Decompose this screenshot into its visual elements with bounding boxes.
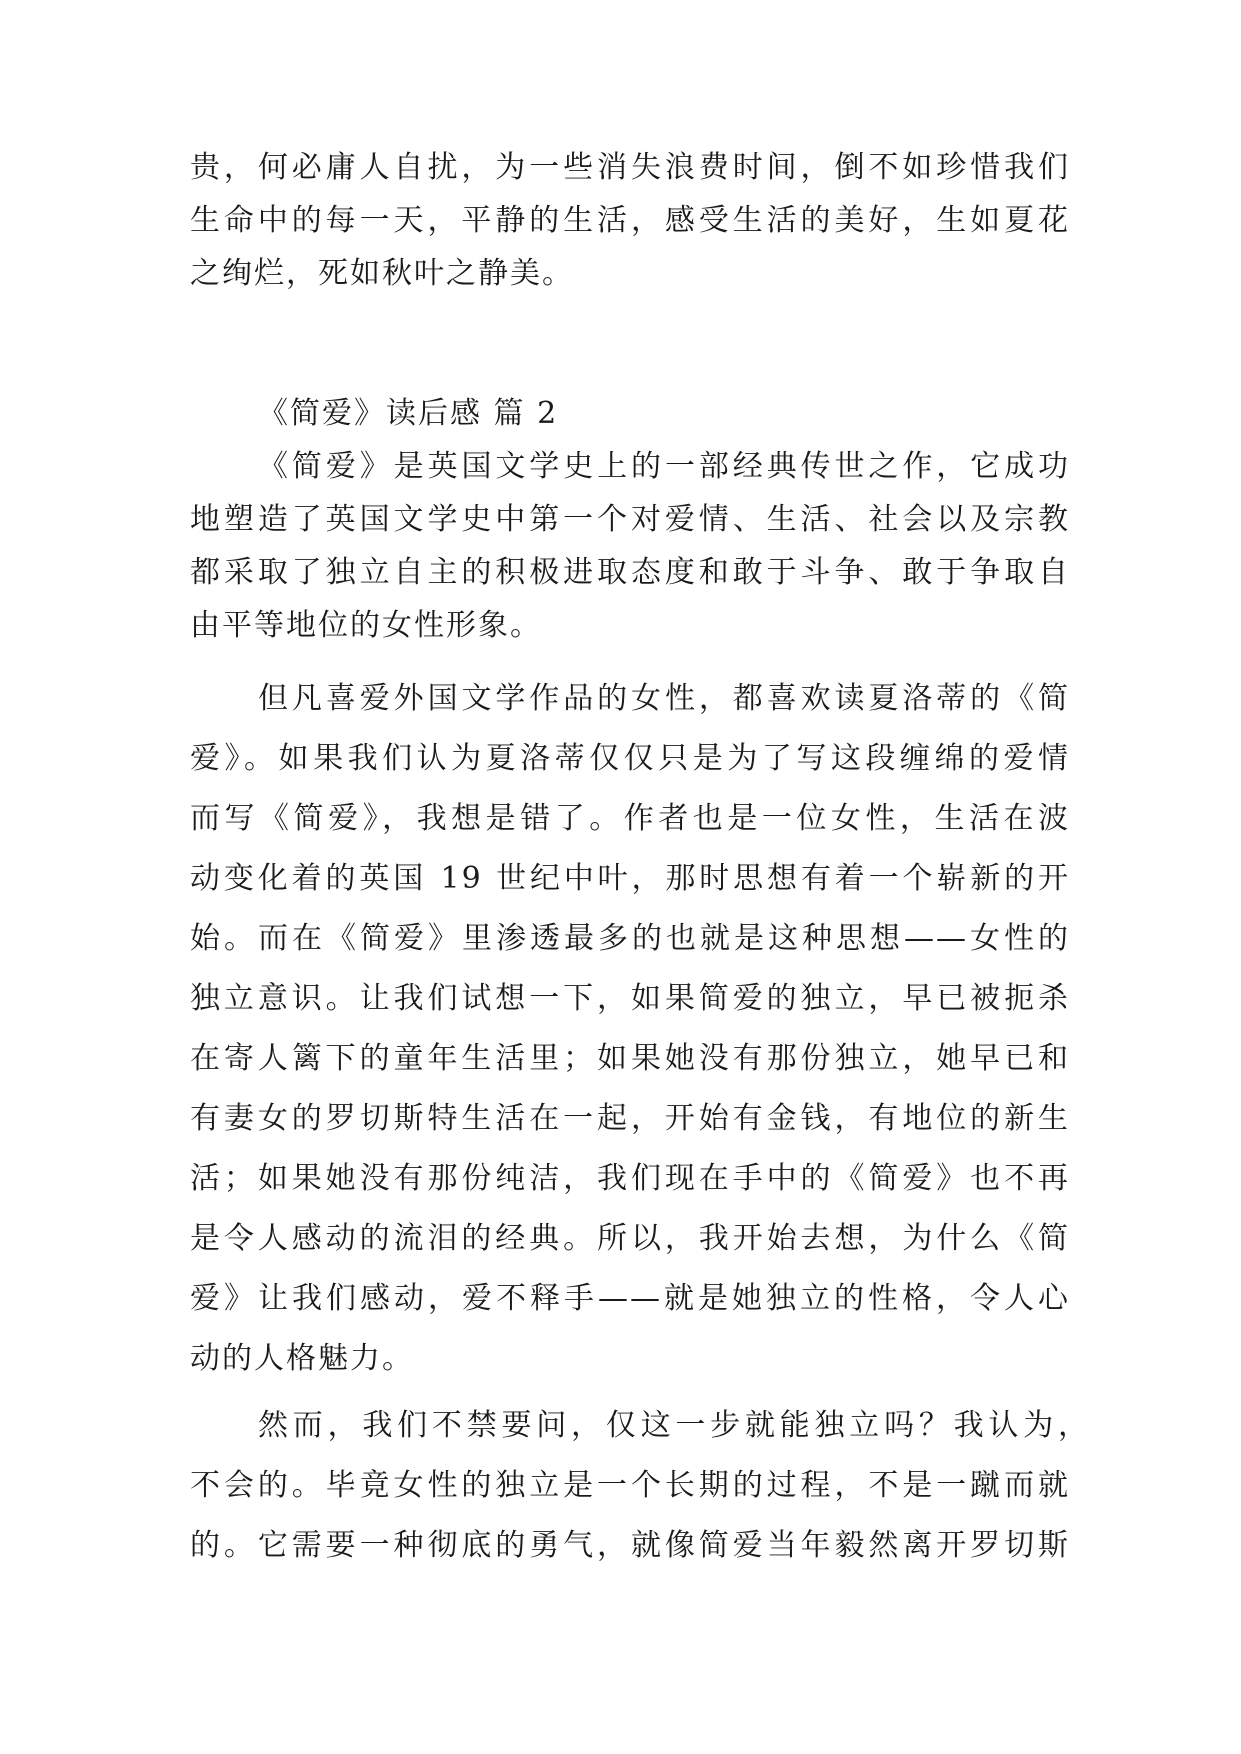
paragraph-2-line-1: 《简爱》是英国文学史上的一部经典传世之作，它成功 xyxy=(258,449,1070,484)
section-heading: 《简爱》读后感 篇 2 xyxy=(258,396,559,431)
paragraph-3-line-4: 动变化着的英国 19 世纪中叶，那时思想有着一个崭新的开 xyxy=(190,861,1070,896)
paragraph-3-line-2: 爱》。如果我们认为夏洛蒂仅仅只是为了写这段缠绵的爱情 xyxy=(190,741,1070,776)
paragraph-4-line-2: 不会的。毕竟女性的独立是一个长期的过程，不是一蹴而就 xyxy=(190,1468,1070,1503)
paragraph-4-line-1: 然而，我们不禁要问，仅这一步就能独立吗？我认为， xyxy=(258,1408,1090,1443)
paragraph-1-line-3: 之绚烂，死如秋叶之静美。 xyxy=(190,256,574,291)
paragraph-3-line-1: 但凡喜爱外国文学作品的女性，都喜欢读夏洛蒂的《简 xyxy=(258,681,1070,716)
paragraph-3-line-12: 动的人格魅力。 xyxy=(190,1341,414,1376)
paragraph-3-line-9: 活；如果她没有那份纯洁，我们现在手中的《简爱》也不再 xyxy=(190,1161,1070,1196)
paragraph-3-line-8: 有妻女的罗切斯特生活在一起，开始有金钱，有地位的新生 xyxy=(190,1101,1070,1136)
paragraph-3-line-6: 独立意识。让我们试想一下，如果简爱的独立，早已被扼杀 xyxy=(190,981,1070,1016)
paragraph-1-line-1: 贵，何必庸人自扰，为一些消失浪费时间，倒不如珍惜我们 xyxy=(190,150,1070,185)
paragraph-3-line-3: 而写《简爱》，我想是错了。作者也是一位女性，生活在波 xyxy=(190,801,1070,836)
paragraph-3-line-7: 在寄人篱下的童年生活里；如果她没有那份独立，她早已和 xyxy=(190,1041,1070,1076)
paragraph-3-line-11: 爱》让我们感动，爱不释手——就是她独立的性格，令人心 xyxy=(190,1281,1070,1316)
paragraph-3-line-5: 始。而在《简爱》里渗透最多的也就是这种思想——女性的 xyxy=(190,921,1070,956)
paragraph-2-line-4: 由平等地位的女性形象。 xyxy=(190,608,542,643)
paragraph-4-line-3: 的。它需要一种彻底的勇气，就像简爱当年毅然离开罗切斯 xyxy=(190,1528,1070,1563)
paragraph-2-line-3: 都采取了独立自主的积极进取态度和敢于斗争、敢于争取自 xyxy=(190,555,1070,590)
paragraph-1-line-2: 生命中的每一天，平静的生活，感受生活的美好，生如夏花 xyxy=(190,203,1070,238)
paragraph-3-line-10: 是令人感动的流泪的经典。所以，我开始去想，为什么《简 xyxy=(190,1221,1070,1256)
paragraph-2-line-2: 地塑造了英国文学史中第一个对爱情、生活、社会以及宗教 xyxy=(190,502,1070,537)
